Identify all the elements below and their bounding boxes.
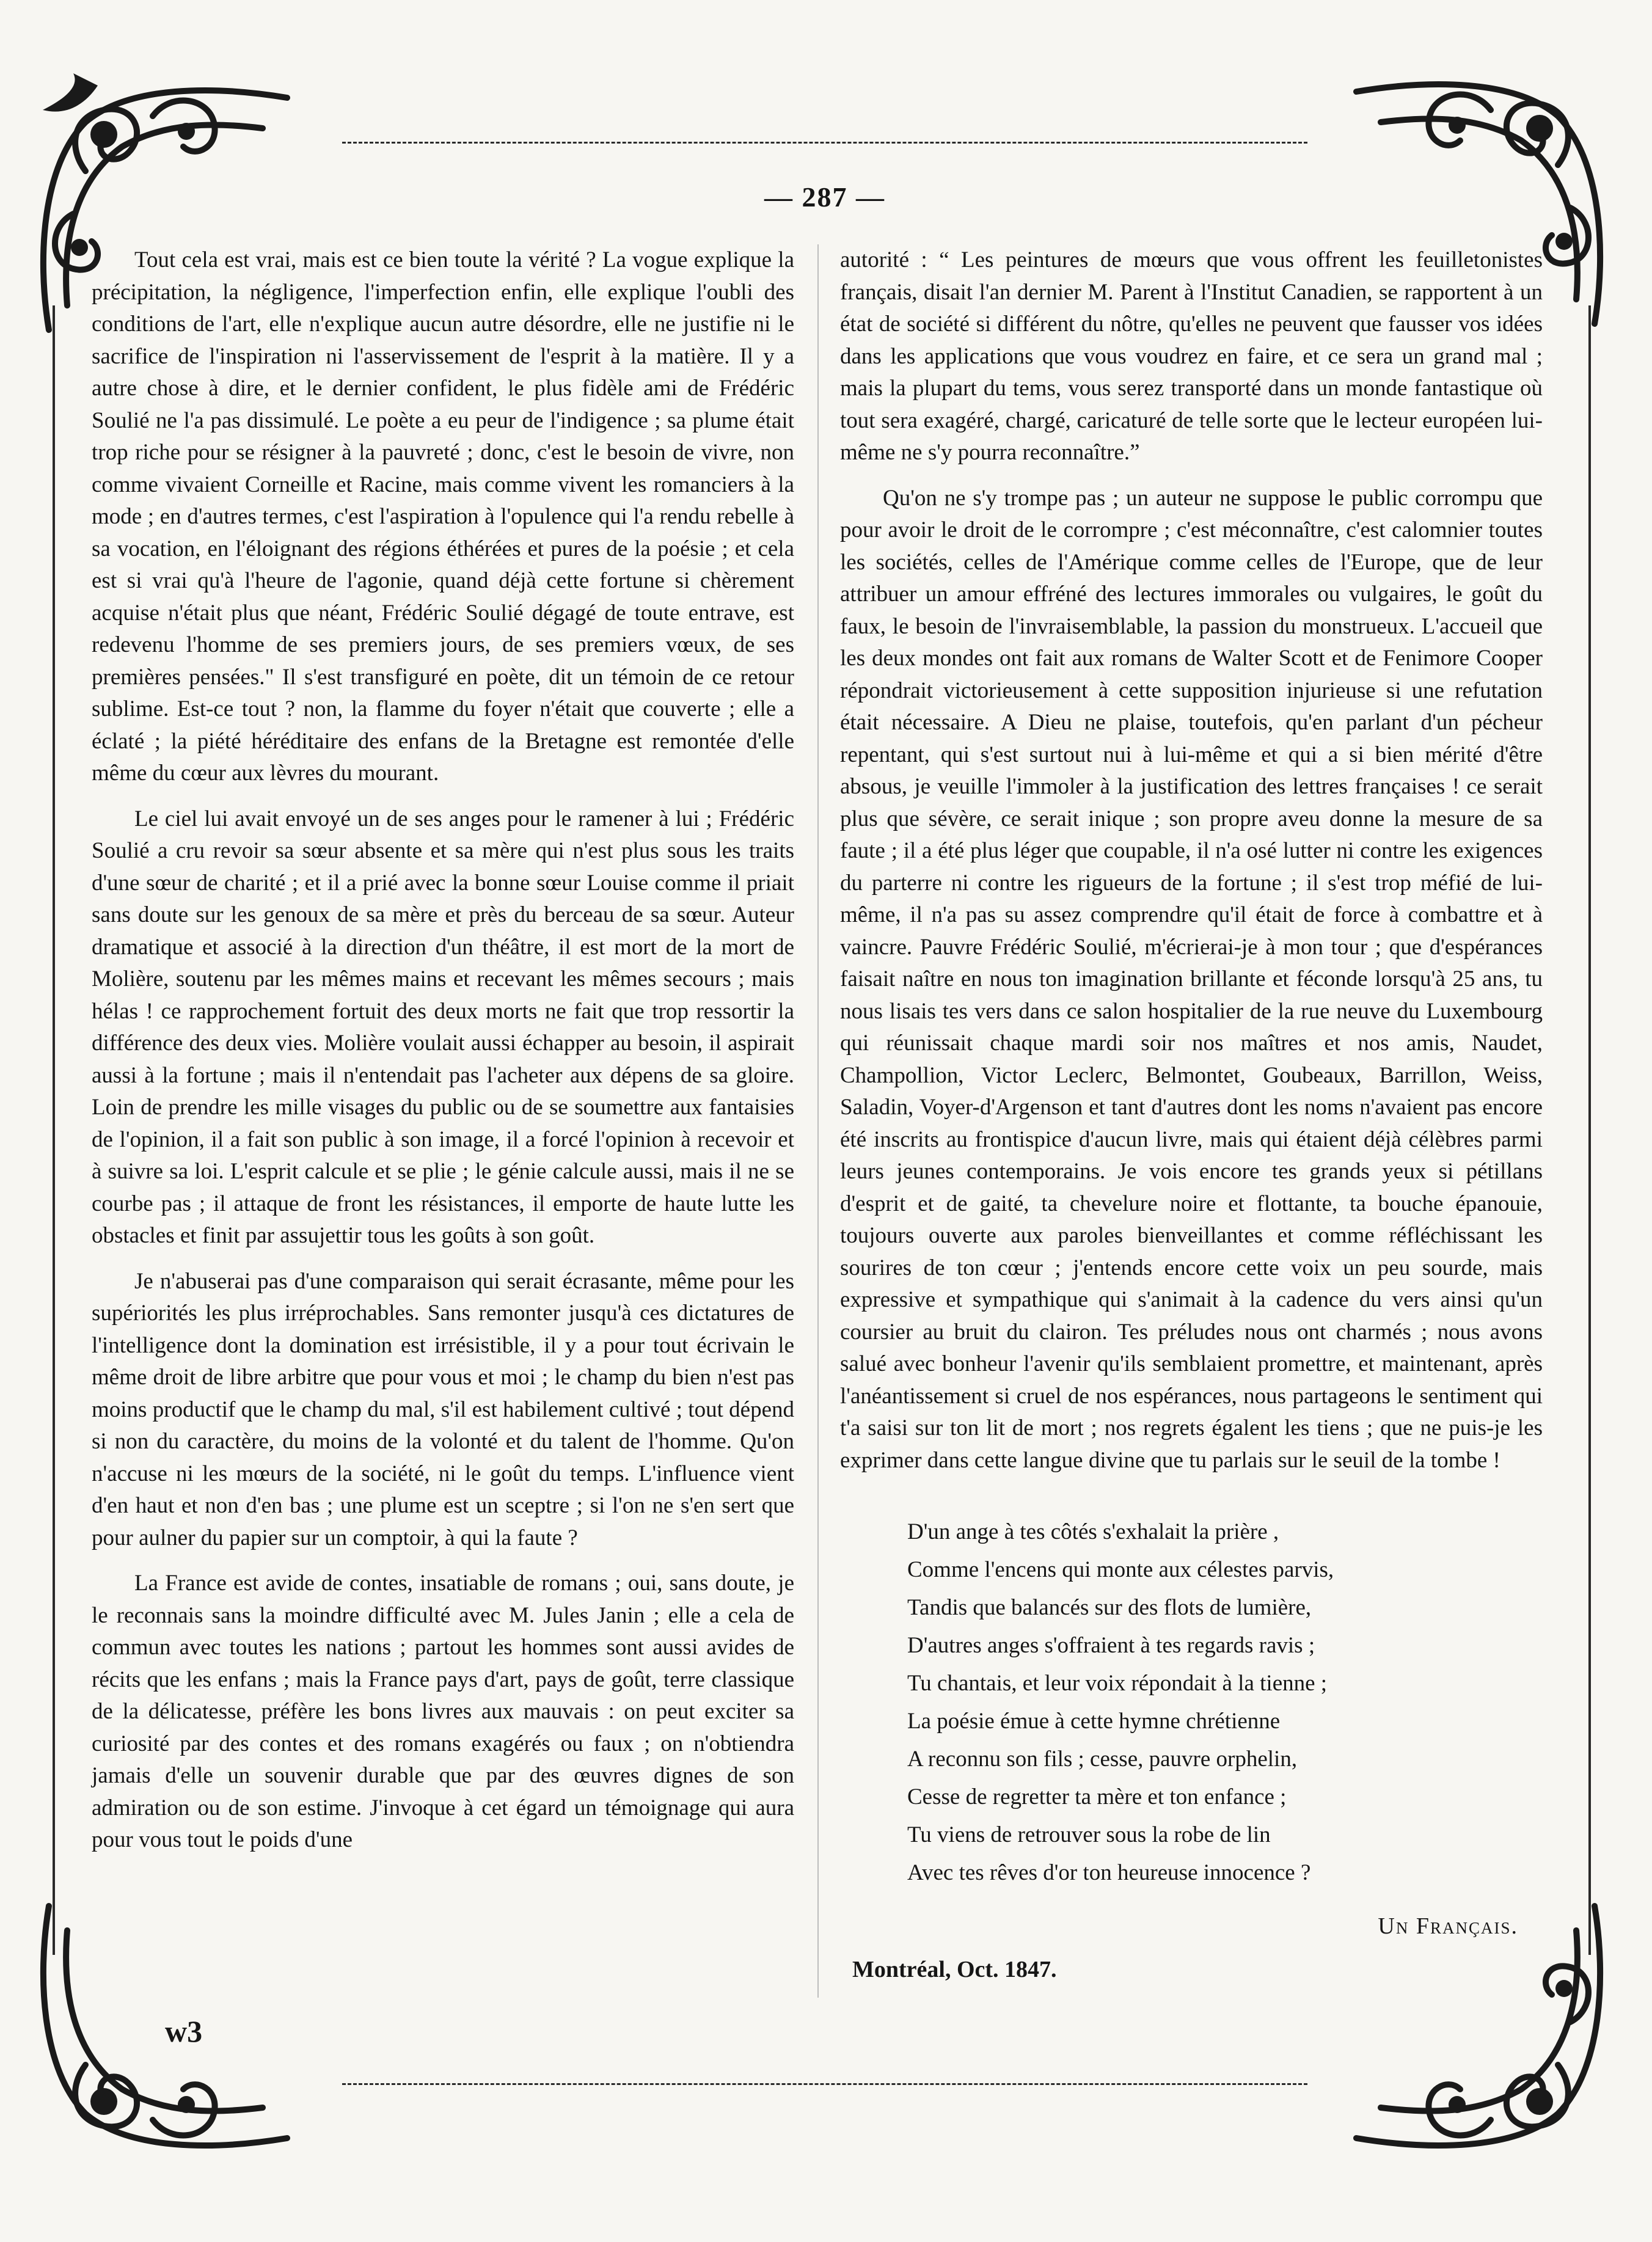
poem-line: Comme l'encens qui monte aux célestes parvis, bbox=[907, 1557, 1334, 1582]
signature-mark: w3 bbox=[165, 2014, 203, 2048]
right-border-rule bbox=[1588, 305, 1591, 1955]
poem-line: D'un ange à tes côtés s'exhalait la prière , bbox=[907, 1519, 1279, 1544]
poem-line: Cesse de regretter ta mère et ton enfance ; bbox=[907, 1784, 1287, 1809]
paragraph: Qu'on ne s'y trompe pas ; un auteur ne suppose le public corrompu que pour avoir le droit de le corrompre ; c'est méconnaître, c'est calomnier toutes les sociétés, celles de l'Amérique comme celles de l'Europe, que de leur attribuer un amour effréné des lectures immorales ou vulgaires, le goût du faux, le besoin de l'invraisemblable, la passion du monstrueux. L'accueil que les deux mondes ont fait aux romans de Walter Scott et de Fenimore Cooper répondrait victorieusement à cette supposition injurieuse si une refutation était nécessaire. A Dieu ne plaise, toutefois, qu'en parlant d'un pécheur repentant, qui s'est surtout nui à lui-même et qui a si bien mérité d'être absous, je veuille l'immoler à la justification des lettres françaises ! ce serait plus que sévère, ce serait inique ; son propre aveu donne la mesure de sa faute ; il a été plus léger que coupable, il n'a osé lutter ni contre les exigences du parterre ni contre les rigueurs de la fortune ; il s'est trop méfié de lui-même, il n'a pas su assez comprendre qu'il était de force à combattre et à vaincre. Pauvre Frédéric Soulié, m'écrierai-je à mon tour ; que d'espérances faisait naître en nous ton imagination brillante et féconde lorsqu'à 25 ans, tu nous lisais tes vers dans ce salon hospitalier de la rue neuve du Luxembourg qui réunissait chaque mardi soir nos maîtres et nos amis, Naudet, Champollion, Victor Leclerc, Belmontet, Goubeaux, Barrillon, Weiss, Saladin, Voyer-d'Argenson et tant d'autres dont les noms n'avaient pas encore été inscrits au frontispice d'aucun livre, mais qui étaient déjà célèbres parmi leurs jeunes contemporains. Je vois encore tes grands yeux si pétillans d'esprit et de gaité, ta chevelure noire et flottante, ta bouche épanouie, toujours ouverte aux paroles bienveillantes et comme réfléchissant les sourires de ton cœur ; j'entends encore cette voix un peu sourde, mais expressive et sympathique qui s'animait à la cadence du vers ainsi qu'un coursier au bruit du clairon. Tes préludes nous ont charmés ; nous avons salué avec bonheur l'avenir qu'ils semblaient promettre, et maintenant, après l'anéantissement si cruel de nos espérances, nous partageons le sentiment qui t'a saisi sur ton lit de mort ; nos regrets égalent les tiens ; que ne puis-je les exprimer dans cette langue divine que tu parlais sur le seuil de la tombe ! bbox=[840, 485, 1543, 1473]
paragraph: Je n'abuserai pas d'une comparaison qui serait écrasante, même pour les supériorités les plus irréprochables. Sans remonter jusqu'à ces dictatures de l'intelligence dont la domination est irrésistible, il y a pour tout écrivain le même droit de libre arbitre que pour vous et moi ; le champ du bien n'est pas moins productif que le champ du mal, s'il est habilement cultivé ; tout dépend si non du caractère, du moins de la volonté et du talent de l'homme. Qu'on n'accuse ni les mœurs de la société, ni le goût du temps. L'influence vient d'en haut et non d'en bas ; une plume est un sceptre ; si l'on ne s'en sert que pour aulner du papier sur un comptoir, à qui la faute ? bbox=[92, 1268, 794, 1550]
poem-line: Tu viens de retrouver sous la robe de lin bbox=[907, 1822, 1271, 1847]
paragraph: autorité : “ Les peintures de mœurs que vous offrent les feuilletonistes français, disait l'an dernier M. Parent à l'Institut Canadien, se rapportent à un état de société si différent du nôtre, qu'elles ne peuvent que fausser vos idées dans les applications que vous voudrez en faire, et ce sera un grand mal ; mais la plupart du tems, vous serez transporté dans un monde fantastique où tout sera exagéré, chargé, caricaturé de telle sorte que le lecteur européen lui-même ne s'y pourra reconnaître.” bbox=[840, 247, 1543, 465]
left-border-rule bbox=[53, 305, 55, 1955]
dateline: Montréal, Oct. 1847. bbox=[852, 1956, 1057, 1982]
poem-line: Tandis que balancés sur des flots de lumière, bbox=[907, 1595, 1312, 1620]
paragraph: La France est avide de contes, insatiable de romans ; oui, sans doute, je le reconnais sans la moindre difficulté avec M. Jules Janin ; elle a cela de commun avec toutes les nations ; partout les hommes sont aussi avides de récits que les enfans ; mais la France pays d'art, pays de goût, terre classique de la délicatesse, préfère les bons livres aux mauvais : on peut exciter sa curiosité par des contes et des romans exagérés ou faux ; on n'obtiendra jamais d'elle un souvenir durable que par des œuvres dignes de son admiration ou de son estime. J'invoque à cet égard un témoignage qui aura pour vous tout le poids d'une bbox=[92, 1571, 794, 1852]
poem-line: Tu chantais, et leur voix répondait à la tienne ; bbox=[907, 1671, 1328, 1696]
column-separator bbox=[817, 244, 819, 1998]
poem-line: Avec tes rêves d'or ton heureuse innocence ? bbox=[907, 1860, 1311, 1885]
left-column bbox=[92, 244, 794, 1870]
paragraph: Tout cela est vrai, mais est ce bien toute la vérité ? La vogue explique la précipitation, la négligence, l'imperfection enfin, elle explique l'oubli des conditions de l'art, elle n'explique aucun autre désordre, elle ne justifie ni le sacrifice de l'inspiration ni l'asservissement de l'esprit à la matière. Il y a autre chose à dire, et le dernier confident, le plus fidèle ami de Frédéric Soulié ne l'a pas dissimulé. Le poète a eu peur de l'indigence ; sa plume était trop riche pour se résigner à la pauvreté ; donc, c'est le besoin de vivre, non comme vivaient Corneille et Racine, mais comme vivent les romanciers à la mode ; en d'autres termes, c'est l'aspiration à l'opulence qui l'a rendu rebelle à sa vocation, en l'éloignant des régions éthérées et pures de la poésie ; et cela est si vrai qu'à l'heure de l'agonie, quand déjà cette fortune si chèrement acquise n'était plus que néant, Frédéric Soulié dégagé de toute entrave, est redevenu l'homme de ses premiers jours, de ses premiers vœux, de ses premières pensées." Il s'est transfiguré en poète, dit un témoin de ce retour sublime. Est-ce tout ? non, la flamme du foyer n'était que couverte ; elle a éclaté ; la piété héréditaire des enfans de la Bretagne est remontée d'elle même du cœur aux lèvres du mourant. bbox=[92, 247, 794, 786]
top-border-rule bbox=[342, 142, 1307, 144]
signature: Un Français. bbox=[1378, 1913, 1518, 1939]
poem-line: D'autres anges s'offraient à tes regards ravis ; bbox=[907, 1633, 1315, 1658]
poem-line: La poésie émue à cette hymne chrétienne bbox=[907, 1709, 1281, 1734]
poem-line: A reconnu son fils ; cesse, pauvre orphelin, bbox=[907, 1747, 1298, 1772]
poem bbox=[907, 1513, 1543, 1892]
right-column bbox=[840, 244, 1543, 1985]
page-number: — 287 — bbox=[764, 181, 885, 213]
paragraph: Le ciel lui avait envoyé un de ses anges pour le ramener à lui ; Frédéric Soulié a cru revoir sa sœur absente et sa mère qui n'est plus sous les traits d'une sœur de charité ; et il a prié avec la bonne sœur Louise comme il priait sans doute sur les genoux de sa mère et près du berceau de sa sœur. Auteur dramatique et associé à la direction d'un théâtre, il est mort de la mort de Molière, soutenu par les mêmes mains et recevant les mêmes secours ; mais hélas ! ce rapprochement fortuit des deux morts ne fait que trop ressortir la différence des deux vies. Molière voulait aussi échapper au besoin, il aspirait aussi à la fortune ; mais il n'entendait pas l'acheter aux dépens de sa gloire. Loin de prendre les mille visages du public ou de se soumettre aux fantaisies de l'opinion, il a fait son public à son image, il a forcé l'opinion à recevoir et à suivre sa loi. L'esprit calcule et se plie ; le génie calcule aussi, mais il ne se courbe pas ; il attaque de front les résistances, il emporte de haute lutte les obstacles et finit par assujettir tous les goûts à son goût. bbox=[92, 806, 794, 1248]
bottom-border-rule bbox=[342, 2083, 1307, 2085]
